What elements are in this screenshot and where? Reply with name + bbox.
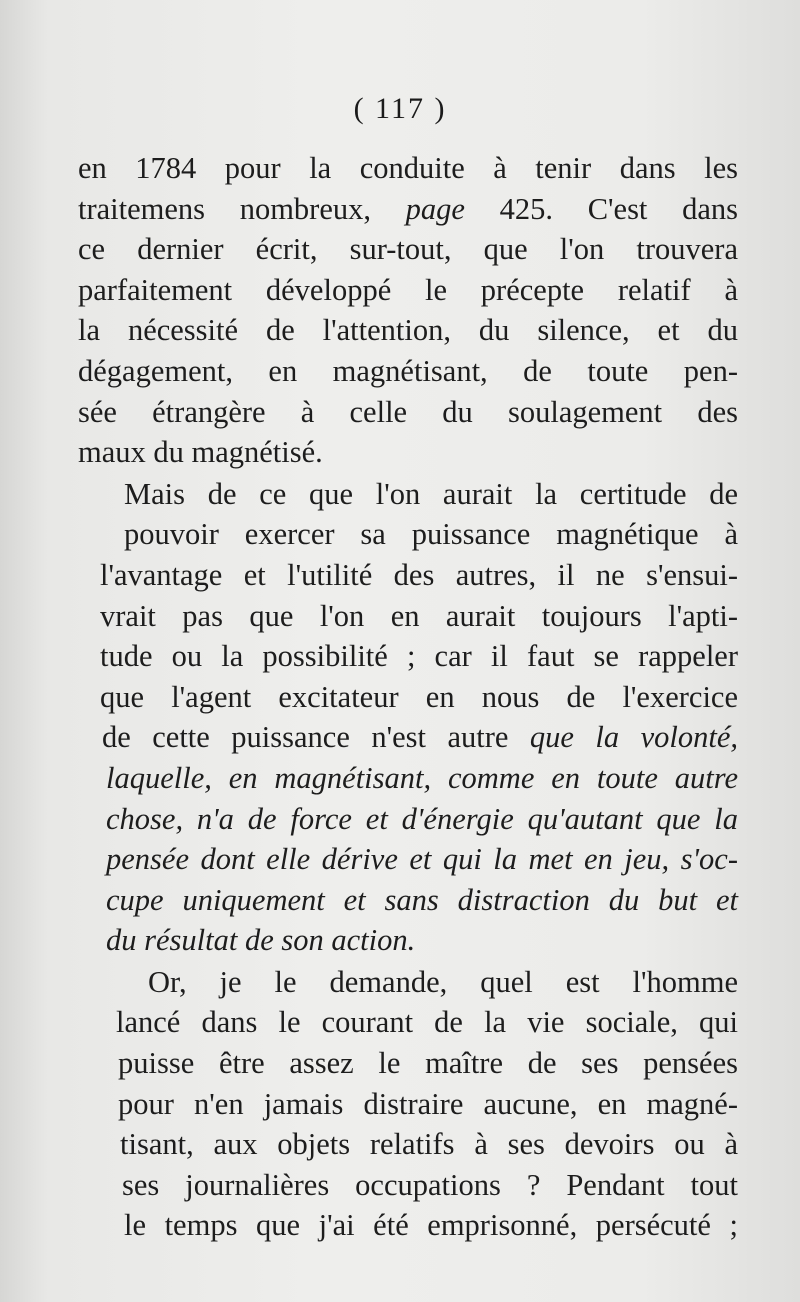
text-line: Or, je le demande, quel est l'homme xyxy=(148,964,738,999)
text-line: sée étrangère à celle du soulagement des xyxy=(78,394,738,429)
text-line: vrait pas que l'on en aurait toujours l'apti- xyxy=(100,598,738,633)
text-line: maux du magnétisé. xyxy=(78,435,323,470)
text-line: ses journalières occupations ? Pendant tout xyxy=(122,1167,738,1202)
text-line: de cette puissance n'est autre que la volonté, xyxy=(102,720,738,755)
text-line: ce dernier écrit, sur-tout, que l'on trouvera xyxy=(78,232,738,267)
text-line: le temps que j'ai été emprisonné, persécuté ; xyxy=(124,1208,738,1243)
text-line: l'avantage et l'utilité des autres, il ne s'ensui- xyxy=(100,557,738,592)
text-line: chose, n'a de force et d'énergie qu'autant que la xyxy=(106,801,738,836)
text-line: Mais de ce que l'on aurait la certitude de xyxy=(124,476,738,511)
page-number: ( 117 ) xyxy=(353,92,447,125)
body-text xyxy=(78,148,738,1246)
text-line: pouvoir exercer sa puissance magnétique à xyxy=(124,517,738,552)
text-line: parfaitement développé le précepte relatif à xyxy=(78,272,738,307)
text-line: puisse être assez le maître de ses pensées xyxy=(118,1046,738,1081)
text-line: que l'agent excitateur en nous de l'exercice xyxy=(100,679,738,714)
text-line: laquelle, en magnétisant, comme en toute autre xyxy=(106,760,738,795)
text-line: dégagement, en magnétisant, de toute pen- xyxy=(78,353,738,388)
text-line: traitemens nombreux, page 425. C'est dans xyxy=(78,191,738,226)
text-line: du résultat de son action. xyxy=(106,923,416,958)
text-line: lancé dans le courant de la vie sociale, qui xyxy=(116,1005,738,1040)
text-line: la nécessité de l'attention, du silence, et du xyxy=(78,313,738,348)
text-line: tude ou la possibilité ; car il faut se rappeler xyxy=(100,639,738,674)
text-line: tisant, aux objets relatifs à ses devoirs ou à xyxy=(120,1127,738,1162)
text-line: pensée dont elle dérive et qui la met en jeu, s'oc- xyxy=(106,842,738,877)
text-line: en 1784 pour la conduite à tenir dans les xyxy=(78,151,738,185)
text-line: pour n'en jamais distraire aucune, en magné- xyxy=(118,1086,738,1121)
text-line: cupe uniquement et sans distraction du but et xyxy=(106,882,738,917)
